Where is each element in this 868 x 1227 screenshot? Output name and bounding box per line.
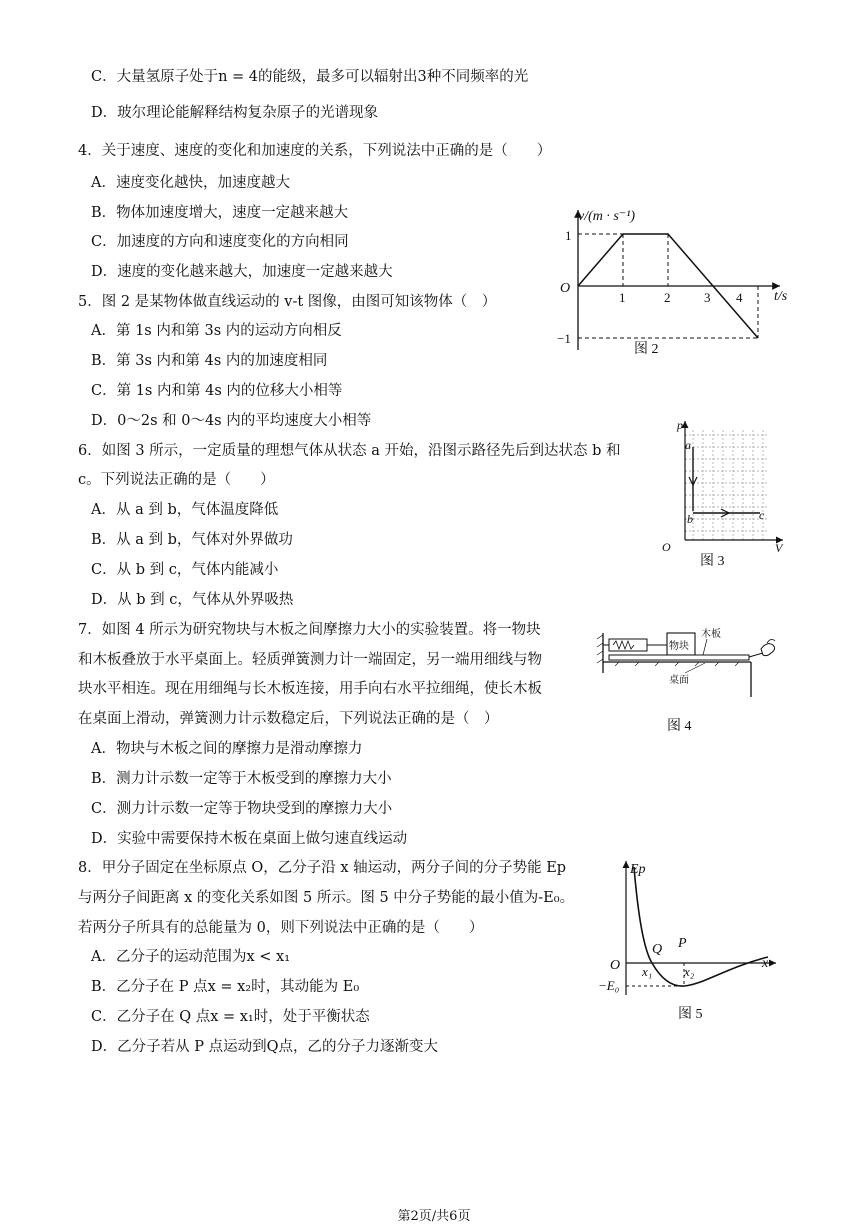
point-c: c [759, 508, 765, 522]
figure-5-ep-graph [598, 855, 788, 1030]
v-axis-label: V [775, 541, 783, 555]
text-line: A．第 1s 内和第 3s 内的运动方向相反 [91, 323, 342, 339]
point-p-label: P [678, 936, 687, 951]
x-axis-label: x [762, 956, 769, 971]
origin-label: O [610, 958, 621, 973]
figure-3-caption: 图 3 [700, 554, 725, 569]
text-line: 在桌面上滑动，弹簧测力计示数稳定后，下列说法正确的是（ ） [78, 711, 499, 727]
x-axis-label: t/s [774, 289, 788, 304]
p-axis-label: p [677, 418, 683, 432]
text-line: C．乙分子在 Q 点x = x₁时，处于平衡状态 [91, 1009, 370, 1025]
text-line: D．玻尔理论能解释结构复杂原子的光谱现象 [91, 105, 379, 121]
figure-3-pv-graph [655, 415, 790, 575]
ep-axis-label: Ep [630, 862, 646, 877]
tick-x-2: 2 [664, 290, 671, 305]
figure-2-caption: 图 2 [634, 342, 659, 357]
text-line: D．速度的变化越来越大，加速度一定越来越大 [91, 264, 393, 280]
text-line: 8．甲分子固定在坐标原点 O，乙分子沿 x 轴运动，两分子间的分子势能 Ep [78, 860, 567, 876]
text-line: c。下列说法正确的是（ ） [78, 472, 275, 488]
point-b: b [687, 512, 693, 526]
text-line: B．乙分子在 P 点x = x₂时，其动能为 E₀ [91, 979, 360, 995]
text-line: A．物块与木板之间的摩擦力是滑动摩擦力 [91, 741, 363, 757]
min-energy-label: −E₀ [598, 978, 620, 993]
block-label: 物块 [669, 641, 689, 652]
text-line: 和木板叠放于水平桌面上。轻质弹簧测力计一端固定，另一端用细线与物 [78, 652, 542, 668]
tick-x-3: 3 [704, 290, 711, 305]
text-line: A．速度变化越快，加速度越大 [91, 175, 290, 191]
page-footer: 第2页/共6页 [397, 1209, 471, 1224]
y-axis-label: v/(m · s⁻¹) [578, 209, 636, 224]
tick-y-neg1: −1 [557, 331, 571, 346]
point-a: a [685, 438, 691, 452]
figure-2-vt-graph [548, 200, 798, 365]
text-line: 6．如图 3 所示，一定质量的理想气体从状态 a 开始，沿图示路径先后到达状态 b 和 [78, 443, 621, 459]
text-line: C．测力计示数一定等于物块受到的摩擦力大小 [91, 801, 393, 817]
text-line: D．0～2s 和 0～4s 内的平均速度大小相等 [91, 413, 372, 429]
figure-4-apparatus [595, 625, 785, 740]
tick-y-1: 1 [565, 228, 572, 243]
origin-label: O [560, 281, 571, 296]
text-line: A．乙分子的运动范围为x < x₁ [91, 949, 291, 965]
text-line: A．从 a 到 b，气体温度降低 [91, 502, 279, 518]
text-line: 若两分子所具有的总能量为 0，则下列说法中正确的是（ ） [78, 920, 484, 936]
table-label: 桌面 [669, 675, 689, 686]
text-line: D．从 b 到 c，气体从外界吸热 [91, 592, 294, 608]
text-line: 块水平相连。现在用细绳与长木板连接，用手向右水平拉细绳，使长木板 [78, 681, 542, 697]
text-line: 4．关于速度、速度的变化和加速度的关系，下列说法中正确的是（ ） [78, 143, 552, 159]
tick-x-1: 1 [619, 290, 626, 305]
text-line: B．物体加速度增大，速度一定越来越大 [91, 205, 349, 221]
text-line: C．加速度的方向和速度变化的方向相同 [91, 234, 349, 250]
x2-label: x₂ [684, 964, 695, 979]
text-line: 5．图 2 是某物体做直线运动的 v-t 图像，由图可知该物体（ ） [78, 294, 497, 310]
x1-label: x₁ [642, 964, 653, 979]
origin-label: O [662, 540, 671, 554]
figure-4-caption: 图 4 [667, 719, 692, 734]
text-line: B．测力计示数一定等于木板受到的摩擦力大小 [91, 771, 392, 787]
text-line: C．大量氢原子处于n = 4的能级，最多可以辐射出3种不同频率的光 [91, 69, 529, 85]
text-line: D．实验中需要保持木板在桌面上做匀速直线运动 [91, 831, 408, 847]
point-q-label: Q [652, 942, 663, 957]
text-line: 与两分子间距离 x 的变化关系如图 5 所示。图 5 中分子势能的最小值为-E₀。 [78, 890, 575, 906]
tick-x-4: 4 [736, 290, 743, 305]
board-label: 木板 [701, 629, 721, 640]
text-line: C．从 b 到 c，气体内能减小 [91, 562, 279, 578]
text-line: B．第 3s 内和第 4s 内的加速度相同 [91, 353, 328, 369]
text-line: 7．如图 4 所示为研究物块与木板之间摩擦力大小的实验装置。将一物块 [78, 622, 541, 638]
text-line: D．乙分子若从 P 点运动到Q点，乙的分子力逐渐变大 [91, 1039, 438, 1055]
text-line: B．从 a 到 b，气体对外界做功 [91, 532, 293, 548]
text-line: C．第 1s 内和第 4s 内的位移大小相等 [91, 383, 343, 399]
figure-5-caption: 图 5 [678, 1007, 703, 1022]
